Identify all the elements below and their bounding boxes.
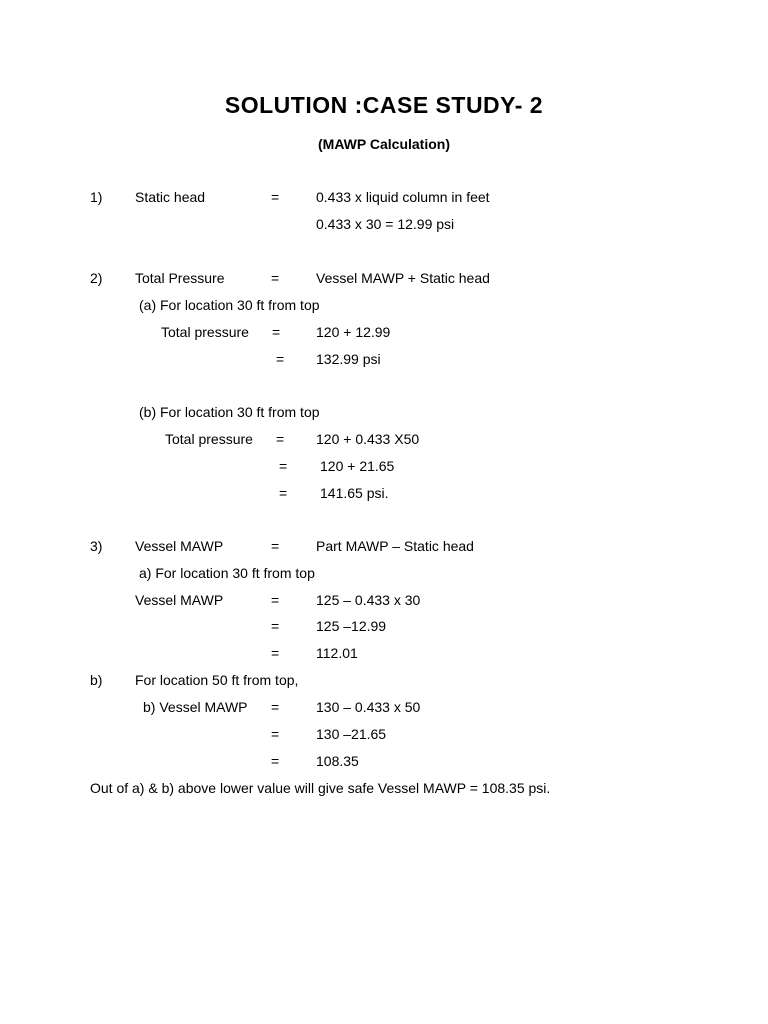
section-2a-heading: (a) For location 30 ft from top <box>139 297 320 313</box>
section-3a-label: Vessel MAWP <box>135 592 224 608</box>
section-3b-equals-2: = <box>271 726 280 742</box>
section-2b-value-3: 141.65 psi. <box>320 485 389 501</box>
section-3a-equals-2: = <box>271 618 280 634</box>
section-1-result: 0.433 x 30 = 12.99 psi <box>316 216 455 232</box>
section-3b-number: b) <box>90 672 103 688</box>
conclusion-text: Out of a) & b) above lower value will give safe Vessel MAWP = 108.35 psi. <box>90 780 551 796</box>
section-3b-equals-3: = <box>271 753 280 769</box>
section-2-equals: = <box>271 270 280 286</box>
section-3-label: Vessel MAWP <box>135 538 224 554</box>
section-2a-equals-1: = <box>272 324 281 340</box>
section-2a-label: Total pressure <box>161 324 249 340</box>
section-2a-value-1: 120 + 12.99 <box>316 324 391 340</box>
section-2-formula: Vessel MAWP + Static head <box>316 270 490 286</box>
section-2b-label: Total pressure <box>165 431 253 447</box>
page-title: SOLUTION :CASE STUDY- 2 <box>224 92 544 118</box>
section-3b-label: b) Vessel MAWP <box>143 699 248 715</box>
section-2b-equals-2: = <box>279 458 288 474</box>
section-3b-heading: For location 50 ft from top, <box>135 672 299 688</box>
section-2a-value-2: 132.99 psi <box>316 351 381 367</box>
section-2b-heading: (b) For location 30 ft from top <box>139 404 320 420</box>
section-1-formula: 0.433 x liquid column in feet <box>316 189 490 205</box>
section-2b-value-1: 120 + 0.433 X50 <box>316 431 420 447</box>
section-1-label: Static head <box>135 189 206 205</box>
section-3a-equals-3: = <box>271 645 280 661</box>
section-3a-heading: a) For location 30 ft from top <box>139 565 315 581</box>
section-2b-equals-3: = <box>279 485 288 501</box>
section-3b-value-2: 130 –21.65 <box>316 726 387 742</box>
section-3-formula: Part MAWP – Static head <box>316 538 474 554</box>
section-3b-value-3: 108.35 <box>316 753 359 769</box>
section-2b-equals-1: = <box>276 431 285 447</box>
section-3a-equals-1: = <box>271 592 280 608</box>
section-3a-value-3: 112.01 <box>316 645 358 661</box>
section-1-number: 1) <box>90 189 103 205</box>
section-3b-equals-1: = <box>271 699 280 715</box>
section-3-equals: = <box>271 538 280 554</box>
section-3a-value-1: 125 – 0.433 x 30 <box>316 592 421 608</box>
page-subtitle: (MAWP Calculation) <box>318 136 450 152</box>
section-3b-value-1: 130 – 0.433 x 50 <box>316 699 421 715</box>
section-3-number: 3) <box>90 538 103 554</box>
section-2a-equals-2: = <box>276 351 285 367</box>
section-2b-value-2: 120 + 21.65 <box>320 458 395 474</box>
section-2-number: 2) <box>90 270 103 286</box>
section-3a-value-2: 125 –12.99 <box>316 618 387 634</box>
section-2-label: Total Pressure <box>135 270 225 286</box>
section-1-equals: = <box>271 189 280 205</box>
